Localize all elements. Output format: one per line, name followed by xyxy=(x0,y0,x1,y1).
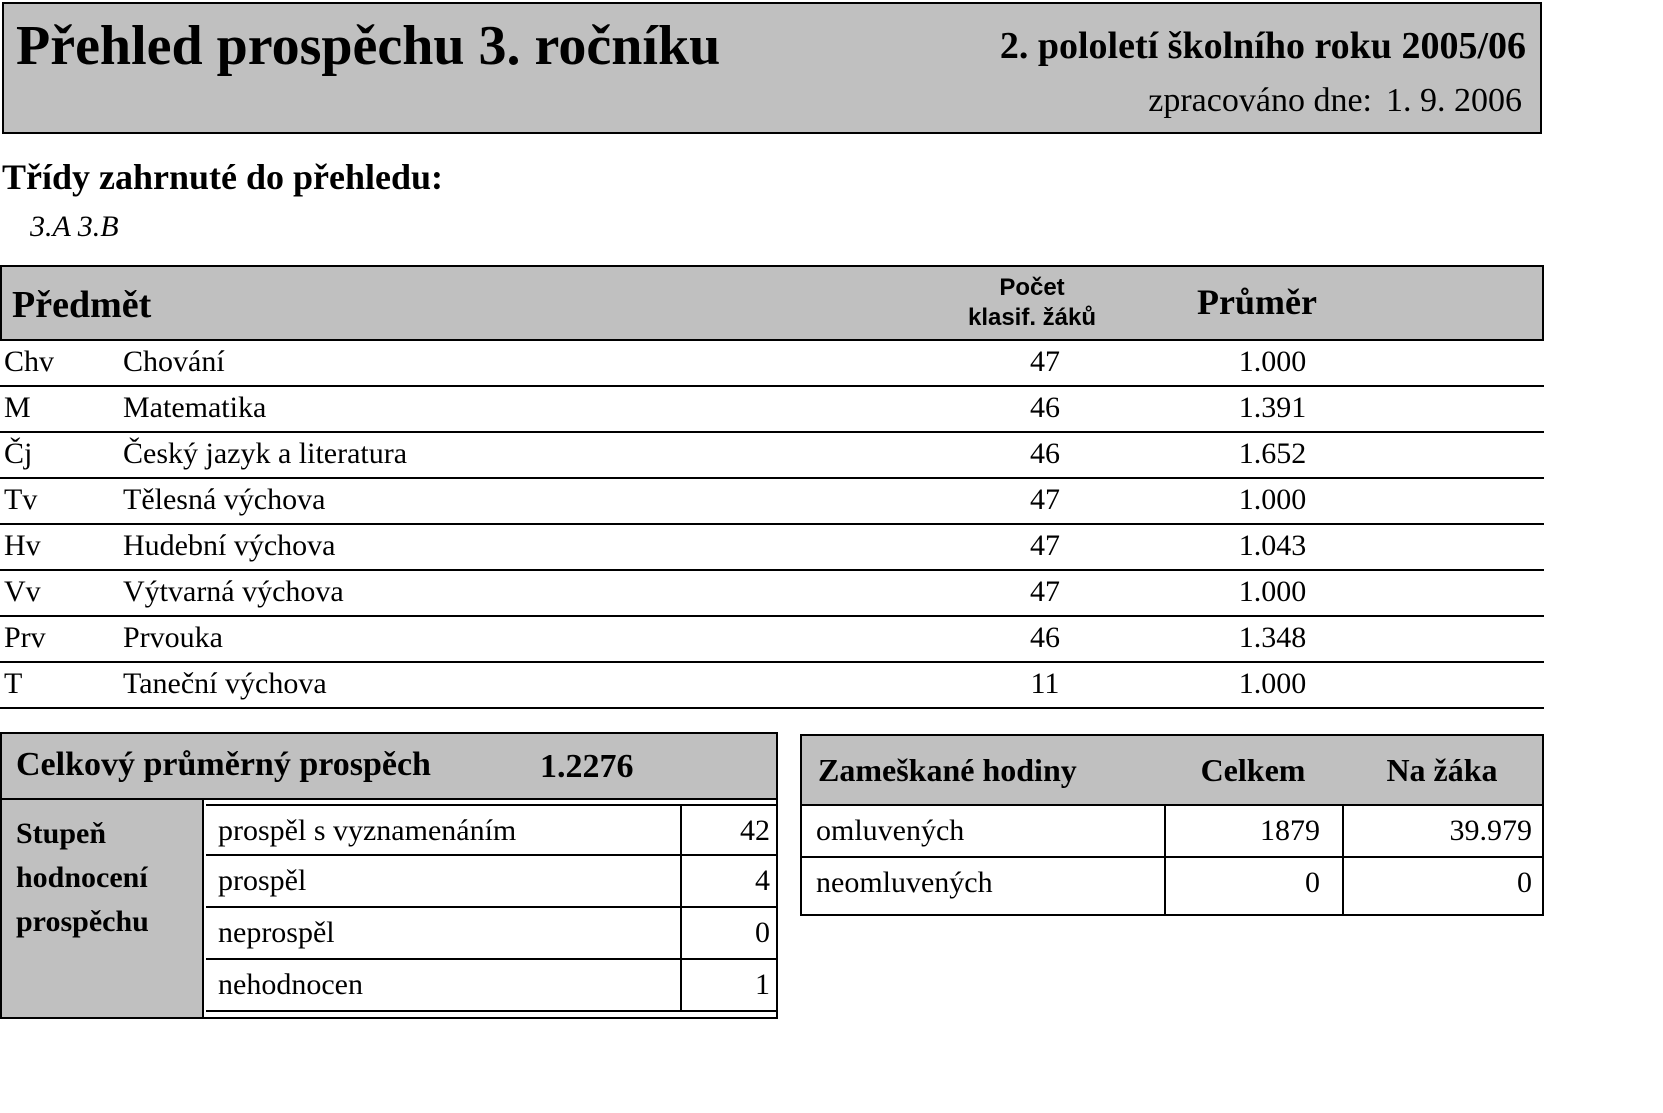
col-count-header-line1: Počet xyxy=(999,274,1065,301)
subject-count: 47 xyxy=(1030,575,1060,608)
grade-row xyxy=(206,856,776,908)
table-row xyxy=(0,433,1544,479)
absence-type: omluvených xyxy=(816,814,965,847)
table-row xyxy=(0,571,1544,617)
col-per-student-header: Na žáka xyxy=(1386,752,1498,788)
subject-count: 47 xyxy=(1030,529,1060,562)
grade-name: prospěl xyxy=(218,864,307,897)
subject-name: Hudební výchova xyxy=(123,529,336,562)
subject-name: Výtvarná výchova xyxy=(123,575,344,608)
subject-count: 11 xyxy=(1030,667,1060,700)
report-header xyxy=(2,2,1542,134)
subject-average: 1.652 xyxy=(1238,437,1307,470)
grade-separator xyxy=(680,958,682,1012)
grade-name: prospěl s vyznamenáním xyxy=(218,814,517,847)
col-average-header: Průměr xyxy=(1197,282,1317,322)
grade-row xyxy=(206,960,776,1012)
missed-hours-table xyxy=(800,734,1544,916)
subjects-table-header xyxy=(0,265,1544,341)
subject-abbr: Prv xyxy=(4,621,46,654)
table-row xyxy=(0,387,1544,433)
subject-name: Taneční výchova xyxy=(123,667,327,700)
absence-total: 1879 xyxy=(1260,814,1320,847)
overall-performance-box xyxy=(0,732,778,1019)
grade-separator xyxy=(680,804,682,856)
absence-per-student: 39.979 xyxy=(1449,814,1532,847)
subject-count: 47 xyxy=(1030,483,1060,516)
grade-list xyxy=(206,804,776,1012)
subject-abbr: Vv xyxy=(4,575,41,608)
subjects-table xyxy=(0,265,1544,709)
grade-count: 0 xyxy=(755,916,770,949)
grade-name: neprospěl xyxy=(218,916,335,949)
grade-label-line3: prospěchu xyxy=(16,905,149,938)
col-subject-header: Předmět xyxy=(12,284,152,326)
grade-row xyxy=(206,908,776,960)
processed-label: zpracováno dne: xyxy=(1148,82,1372,119)
processed-date-line xyxy=(1148,82,1522,120)
subject-abbr: Hv xyxy=(4,529,41,562)
table-row xyxy=(0,617,1544,663)
report-title: Přehled prospěchu 3. ročníku xyxy=(16,15,721,77)
grade-separator xyxy=(680,854,682,908)
missed-hours-header xyxy=(802,736,1542,806)
table-row xyxy=(0,525,1544,571)
classes-heading: Třídy zahrnuté do přehledu: xyxy=(2,157,444,197)
subject-abbr: Tv xyxy=(4,483,38,516)
overall-average-bar xyxy=(2,734,776,800)
absence-per-student: 0 xyxy=(1517,866,1532,899)
subject-average: 1.000 xyxy=(1238,483,1307,516)
classes-list: 3.A 3.B xyxy=(30,210,119,243)
overall-average-label: Celkový průměrný prospěch xyxy=(16,746,431,783)
table-row xyxy=(802,806,1542,858)
table-row xyxy=(0,341,1544,387)
grade-label-line2: hodnocení xyxy=(16,861,148,894)
subject-abbr: T xyxy=(4,667,23,700)
subject-average: 1.348 xyxy=(1238,621,1307,654)
absence-total: 0 xyxy=(1305,866,1320,899)
school-period: 2. pololetí školního roku 2005/06 xyxy=(999,25,1526,67)
subject-count: 46 xyxy=(1030,391,1060,424)
col-count-header-line2: klasif. žáků xyxy=(967,304,1097,331)
subject-abbr: Chv xyxy=(4,345,55,378)
table-row xyxy=(0,479,1544,525)
subject-average: 1.391 xyxy=(1238,391,1307,424)
grade-label-line1: Stupeň xyxy=(16,817,107,850)
grade-separator xyxy=(680,906,682,960)
subject-name: Tělesná výchova xyxy=(123,483,326,516)
subject-average: 1.000 xyxy=(1238,345,1307,378)
absence-type: neomluvených xyxy=(816,866,993,899)
subject-abbr: Čj xyxy=(4,437,33,470)
subject-abbr: M xyxy=(4,391,31,424)
processed-date: 1. 9. 2006 xyxy=(1386,82,1522,119)
grade-name: nehodnocen xyxy=(218,968,363,1001)
subject-name: Matematika xyxy=(123,391,267,424)
subject-average: 1.000 xyxy=(1238,575,1307,608)
grade-count: 4 xyxy=(755,864,770,897)
missed-hours-label: Zameškané hodiny xyxy=(818,752,1077,788)
subject-count: 46 xyxy=(1030,437,1060,470)
table-row xyxy=(0,663,1544,709)
overall-average-value: 1.2276 xyxy=(540,748,634,785)
table-row xyxy=(802,858,1542,910)
subject-name: Prvouka xyxy=(123,621,223,654)
grade-row xyxy=(206,804,776,856)
grade-category-label xyxy=(2,800,204,1017)
subject-count: 46 xyxy=(1030,621,1060,654)
grade-count: 1 xyxy=(755,968,770,1001)
subject-average: 1.000 xyxy=(1238,667,1307,700)
subject-average: 1.043 xyxy=(1238,529,1307,562)
col-count-header xyxy=(957,273,1107,333)
grade-count: 42 xyxy=(740,814,770,847)
subject-name: Chování xyxy=(123,345,225,378)
col-total-header: Celkem xyxy=(1200,752,1306,788)
subject-count: 47 xyxy=(1030,345,1060,378)
subject-name: Český jazyk a literatura xyxy=(123,437,408,470)
